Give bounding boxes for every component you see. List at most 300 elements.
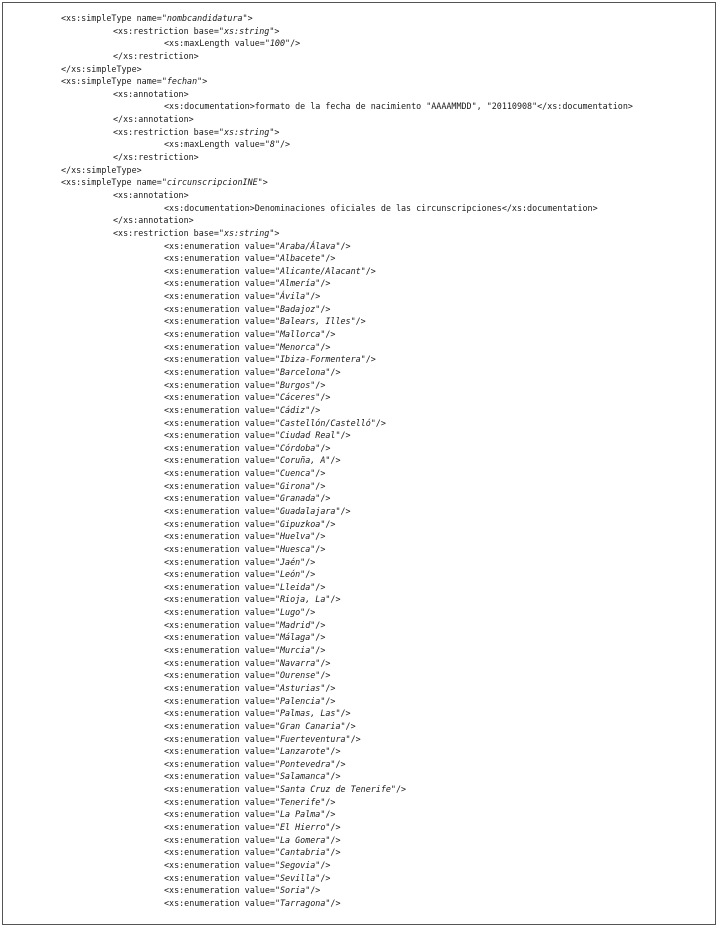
code-text: <xs:simpleType name= (61, 76, 162, 87)
code-line (3, 113, 717, 126)
quote-mark: " (274, 455, 280, 466)
attribute-value: León (279, 569, 301, 580)
attribute-value: Palmas, Las (279, 708, 336, 719)
code-text: <xs:enumeration value= (164, 607, 275, 618)
code-text: <xs:enumeration value= (164, 784, 275, 795)
code-line (3, 480, 717, 493)
attribute-value: Fuerteventura (279, 733, 346, 744)
code-text: <xs:simpleType name= (61, 13, 162, 23)
quote-mark: " (264, 139, 270, 150)
quote-mark: " (274, 607, 280, 618)
code-text: /> (315, 531, 326, 542)
code-text: <xs:enumeration value= (164, 329, 275, 340)
quote-mark: " (320, 518, 326, 529)
quote-mark: " (274, 746, 280, 757)
code-text: <xs:enumeration value= (164, 531, 275, 542)
code-line (3, 581, 717, 594)
quote-mark: " (274, 897, 280, 908)
code-text: /> (340, 505, 351, 516)
code-line (3, 214, 717, 227)
quote-mark: " (335, 708, 341, 719)
code-line (3, 543, 717, 556)
quote-mark: " (315, 657, 321, 668)
quote-mark: " (274, 859, 280, 870)
attribute-value: fechan (166, 76, 198, 87)
quote-mark: " (390, 784, 396, 795)
code-line (3, 63, 717, 76)
code-line (3, 846, 717, 859)
quote-mark: " (274, 708, 280, 719)
code-text: /> (330, 834, 341, 845)
quote-mark: " (335, 430, 341, 441)
code-line (3, 290, 717, 303)
code-line (3, 606, 717, 619)
attribute-value: Málaga (279, 632, 311, 643)
code-text: /> (375, 417, 386, 428)
attribute-value: Albacete (279, 253, 321, 264)
code-text: <xs:enumeration value= (164, 291, 275, 302)
attribute-value: Lugo (279, 607, 301, 618)
code-text: > (274, 227, 280, 238)
code-text: /> (290, 38, 301, 49)
attribute-value: Lanzarote (279, 746, 326, 757)
quote-mark: " (335, 505, 341, 516)
code-text: /> (315, 543, 326, 554)
code-text: /> (315, 632, 326, 643)
attribute-value: Navarra (279, 657, 316, 668)
code-text: /> (335, 758, 346, 769)
code-text: <xs:enumeration value= (164, 253, 275, 264)
attribute-value: El Hierro (279, 822, 326, 832)
quote-mark: " (274, 632, 280, 643)
attribute-value: Salamanca (279, 771, 326, 782)
code-text: <xs:enumeration value= (164, 632, 275, 643)
quote-mark: " (218, 25, 224, 36)
quote-mark: " (325, 746, 331, 757)
quote-mark: " (320, 682, 326, 693)
quote-mark: " (264, 38, 270, 49)
attribute-value: Rioja, La (279, 594, 326, 605)
code-text: <xs:enumeration value= (164, 379, 275, 390)
code-text: /> (325, 518, 336, 529)
code-line (3, 50, 717, 63)
code-line (3, 821, 717, 834)
quote-mark: " (197, 76, 203, 87)
code-text: <xs:enumeration value= (164, 303, 275, 314)
code-text: <xs:enumeration value= (164, 657, 275, 668)
code-text: /> (315, 379, 326, 390)
attribute-value: Cáceres (279, 392, 316, 403)
quote-mark: " (315, 442, 321, 453)
code-text: <xs:enumeration value= (164, 897, 275, 908)
code-line (3, 189, 717, 202)
quote-mark: " (315, 493, 321, 504)
attribute-value: Guadalajara (279, 505, 336, 516)
code-text: <xs:enumeration value= (164, 493, 275, 504)
attribute-value: Girona (279, 480, 311, 491)
code-text: /> (325, 695, 336, 706)
code-text: /> (365, 354, 376, 365)
code-text: <xs:restriction base= (113, 126, 219, 137)
quote-mark: " (274, 468, 280, 479)
code-text: <xs:enumeration value= (164, 619, 275, 630)
code-line (3, 12, 717, 25)
code-text: <xs:enumeration value= (164, 556, 275, 567)
code-text: /> (330, 366, 341, 377)
code-text: /> (320, 670, 331, 681)
quote-mark: " (335, 240, 341, 251)
attribute-value: Ibiza-Formentera (279, 354, 361, 365)
quote-mark: " (320, 796, 326, 807)
quote-mark: " (274, 417, 280, 428)
code-line (3, 454, 717, 467)
code-text: /> (320, 859, 331, 870)
code-line (3, 884, 717, 897)
quote-mark: " (340, 720, 346, 731)
quote-mark: " (315, 392, 321, 403)
quote-mark: " (274, 695, 280, 706)
code-text: <xs:enumeration value= (164, 834, 275, 845)
quote-mark: " (274, 682, 280, 693)
quote-mark: " (310, 379, 316, 390)
attribute-value: La Palma (279, 809, 321, 820)
attribute-value: Mallorca (279, 329, 321, 340)
quote-mark: " (310, 632, 316, 643)
code-text: <xs:enumeration value= (164, 809, 275, 820)
code-text: /> (350, 733, 361, 744)
quote-mark: " (274, 569, 280, 580)
code-text: /> (345, 720, 356, 731)
quote-mark: " (274, 556, 280, 567)
attribute-value: Barcelona (279, 366, 326, 377)
quote-mark: " (350, 316, 356, 327)
quote-mark: " (274, 619, 280, 630)
code-text: <xs:annotation> (113, 88, 189, 99)
code-text: /> (330, 822, 341, 832)
code-line (3, 872, 717, 885)
code-line (3, 151, 717, 164)
quote-mark: " (274, 657, 280, 668)
quote-mark: " (257, 177, 263, 188)
code-line (3, 88, 717, 101)
quote-mark: " (274, 404, 280, 415)
code-line (3, 505, 717, 518)
code-text: <xs:enumeration value= (164, 417, 275, 428)
code-text: /> (330, 847, 341, 858)
quote-mark: " (274, 430, 280, 441)
code-text: /> (310, 885, 321, 896)
code-text: <xs:restriction base= (113, 25, 219, 36)
code-line (3, 669, 717, 682)
quote-mark: " (274, 847, 280, 858)
quote-mark: " (310, 543, 316, 554)
quote-mark: " (274, 303, 280, 314)
code-text: <xs:enumeration value= (164, 240, 275, 251)
attribute-value: Murcia (279, 645, 311, 656)
code-text: /> (330, 455, 341, 466)
code-text: <xs:enumeration value= (164, 758, 275, 769)
quote-mark: " (161, 76, 167, 87)
quote-mark: " (274, 505, 280, 516)
code-text: /> (305, 556, 316, 567)
code-text: <xs:enumeration value= (164, 468, 275, 479)
quote-mark: " (161, 177, 167, 188)
quote-mark: " (274, 480, 280, 491)
code-text: </xs:restriction> (113, 50, 199, 61)
quote-mark: " (274, 784, 280, 795)
code-text: /> (310, 291, 321, 302)
code-line (3, 25, 717, 38)
code-line (3, 568, 717, 581)
quote-mark: " (320, 329, 326, 340)
code-line (3, 695, 717, 708)
code-text: /> (320, 341, 331, 352)
attribute-value: xs:string (223, 126, 270, 137)
quote-mark: " (360, 265, 366, 276)
code-line (3, 682, 717, 695)
attribute-value: Gran Canaria (279, 720, 341, 731)
code-text: <xs:enumeration value= (164, 645, 275, 656)
code-text: > (262, 177, 268, 188)
quote-mark: " (285, 38, 291, 49)
quote-mark: " (310, 619, 316, 630)
code-text: <xs:enumeration value= (164, 796, 275, 807)
quote-mark: " (305, 291, 311, 302)
attribute-value: 8 (269, 139, 275, 150)
code-text: <xs:enumeration value= (164, 442, 275, 453)
code-line (3, 353, 717, 366)
code-text: <xs:enumeration value= (164, 859, 275, 870)
quote-mark: " (274, 354, 280, 365)
code-text: /> (315, 581, 326, 592)
attribute-value: Madrid (279, 619, 311, 630)
attribute-value: Ciudad Real (279, 430, 336, 441)
code-line (3, 417, 717, 430)
quote-mark: " (269, 126, 275, 137)
code-line (3, 227, 717, 240)
attribute-value: Córdoba (279, 442, 316, 453)
code-text: > (274, 126, 280, 137)
code-text: <xs:enumeration value= (164, 885, 275, 896)
quote-mark: " (274, 834, 280, 845)
code-text: <xs:enumeration value= (164, 354, 275, 365)
attribute-value: Lleida (279, 581, 311, 592)
code-line (3, 897, 717, 910)
attribute-value: Tarragona (279, 897, 326, 908)
code-line (3, 202, 717, 215)
quote-mark: " (310, 581, 316, 592)
quote-mark: " (274, 341, 280, 352)
code-line (3, 341, 717, 354)
code-text: <xs:enumeration value= (164, 366, 275, 377)
code-line (3, 126, 717, 139)
code-text: /> (340, 708, 351, 719)
attribute-value: Castellón/Castelló (279, 417, 371, 428)
code-text: /> (330, 594, 341, 605)
quote-mark: " (274, 796, 280, 807)
quote-mark: " (330, 758, 336, 769)
code-line (3, 164, 717, 177)
code-line (3, 404, 717, 417)
attribute-value: Araba/Álava (279, 240, 336, 251)
quote-mark: " (269, 25, 275, 36)
attribute-value: Almería (279, 278, 316, 289)
code-text: /> (340, 240, 351, 251)
code-text: /> (320, 278, 331, 289)
quote-mark: " (315, 670, 321, 681)
quote-mark: " (320, 253, 326, 264)
attribute-value: Granada (279, 493, 316, 504)
code-text: <xs:enumeration value= (164, 278, 275, 289)
attribute-value: Huesca (279, 543, 311, 554)
code-text: /> (320, 493, 331, 504)
attribute-value: Burgos (279, 379, 311, 390)
code-text: /> (305, 569, 316, 580)
code-text: <xs:enumeration value= (164, 594, 275, 605)
attribute-value: Ourense (279, 670, 316, 681)
quote-mark: " (274, 240, 280, 251)
code-text: </xs:simpleType> (61, 164, 142, 175)
attribute-value: Ávila (279, 291, 306, 302)
code-text: /> (315, 480, 326, 491)
quote-mark: " (274, 442, 280, 453)
quote-mark: " (274, 720, 280, 731)
code-text: /> (320, 392, 331, 403)
quote-mark: " (325, 897, 331, 908)
quote-mark: " (274, 670, 280, 681)
quote-mark: " (274, 265, 280, 276)
quote-mark: " (269, 227, 275, 238)
code-line (3, 265, 717, 278)
quote-mark: " (315, 341, 321, 352)
code-text: /> (325, 796, 336, 807)
code-text: <xs:enumeration value= (164, 518, 275, 529)
attribute-value: 100 (269, 38, 286, 49)
quote-mark: " (274, 809, 280, 820)
code-text: /> (315, 619, 326, 630)
code-text: /> (395, 784, 407, 795)
code-line (3, 783, 717, 796)
code-text: <xs:annotation> (113, 189, 189, 200)
quote-mark: " (274, 278, 280, 289)
code-text: </xs:annotation> (113, 215, 194, 226)
quote-mark: " (320, 695, 326, 706)
code-text: /> (315, 468, 326, 479)
code-text: /> (315, 645, 326, 656)
quote-mark: " (274, 885, 280, 896)
code-line (3, 808, 717, 821)
code-line (3, 556, 717, 569)
code-line (3, 859, 717, 872)
attribute-value: Badajoz (279, 303, 316, 314)
attribute-value: circunscripcionINE (166, 177, 258, 188)
quote-mark: " (274, 139, 280, 150)
quote-mark: " (325, 771, 331, 782)
quote-mark: " (310, 645, 316, 656)
code-text: /> (355, 316, 366, 327)
code-line (3, 37, 717, 50)
attribute-value: xs:string (223, 25, 270, 36)
attribute-value: Santa Cruz de Tenerife (279, 784, 391, 795)
code-text: <xs:enumeration value= (164, 720, 275, 731)
quote-mark: " (274, 392, 280, 403)
attribute-value: La Gomera (279, 834, 326, 845)
code-text: <xs:enumeration value= (164, 505, 275, 516)
code-text: /> (310, 404, 321, 415)
code-text: /> (320, 442, 331, 453)
quote-mark: " (274, 366, 280, 377)
quote-mark: " (274, 758, 280, 769)
code-text: /> (325, 682, 336, 693)
code-text: <xs:enumeration value= (164, 733, 275, 744)
code-text: <xs:enumeration value= (164, 670, 275, 681)
attribute-value: Segovia (279, 859, 316, 870)
quote-mark: " (274, 872, 280, 883)
attribute-value: Alicante/Alacant (279, 265, 361, 276)
quote-mark: " (274, 645, 280, 656)
code-line (3, 619, 717, 632)
quote-mark: " (274, 316, 280, 327)
quote-mark: " (274, 581, 280, 592)
code-text: <xs:enumeration value= (164, 430, 275, 441)
code-line (3, 834, 717, 847)
code-line (3, 631, 717, 644)
quote-mark: " (218, 227, 224, 238)
quote-mark: " (274, 771, 280, 782)
attribute-value: Cuenca (279, 468, 311, 479)
code-text: </xs:simpleType> (61, 63, 142, 74)
attribute-value: Sevilla (279, 872, 316, 883)
code-line (3, 707, 717, 720)
code-text: <xs:maxLength value= (164, 139, 265, 150)
code-text: /> (325, 809, 336, 820)
attribute-value: Soria (279, 885, 306, 896)
code-line (3, 442, 717, 455)
code-line (3, 429, 717, 442)
code-text: <xs:restriction base= (113, 227, 219, 238)
code-text: <xs:enumeration value= (164, 480, 275, 491)
code-text: /> (320, 303, 331, 314)
quote-mark: " (274, 493, 280, 504)
code-line (3, 644, 717, 657)
code-text: /> (330, 897, 341, 908)
quote-mark: " (274, 822, 280, 832)
code-line (3, 328, 717, 341)
quote-mark: " (274, 594, 280, 605)
xml-schema-listing (3, 12, 717, 909)
code-text: /> (320, 657, 331, 668)
quote-mark: " (305, 885, 311, 896)
code-line (3, 379, 717, 392)
code-text: > (202, 76, 208, 87)
code-text: > (247, 13, 253, 23)
code-line (3, 530, 717, 543)
attribute-value: xs:string (223, 227, 270, 238)
quote-mark: " (315, 859, 321, 870)
code-line (3, 315, 717, 328)
code-text: <xs:documentation>Denominaciones oficiales de las circunscripciones</xs:documentation> (164, 202, 598, 213)
code-text: <xs:enumeration value= (164, 822, 275, 832)
quote-mark: " (274, 253, 280, 264)
code-line (3, 720, 717, 733)
quote-mark: " (325, 366, 331, 377)
quote-mark: " (300, 607, 306, 618)
code-line (3, 75, 717, 88)
code-text: /> (365, 265, 376, 276)
code-line (3, 467, 717, 480)
code-text: <xs:enumeration value= (164, 708, 275, 719)
code-text: <xs:enumeration value= (164, 316, 275, 327)
